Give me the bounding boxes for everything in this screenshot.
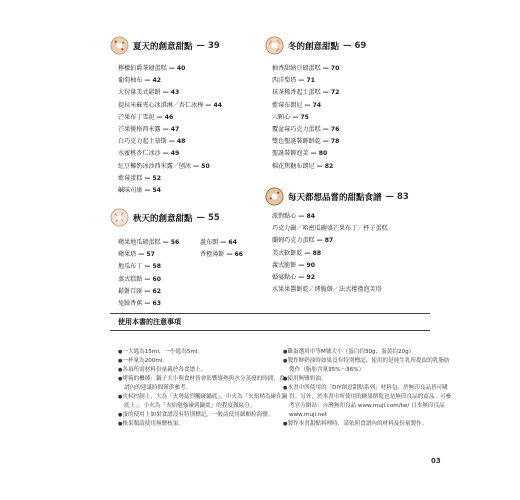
toc-entry [272,63,339,75]
toc-entry-label: 葡萄柚布 [118,77,143,85]
toc-entry-label: 水果果醬餅乾／烤脆餅／法式捲禮泡芙塔 [272,286,382,294]
toc-entry-label: 鹹味司康 [118,186,143,194]
toc-entry-page: — 88 [304,249,322,257]
note-item: ● 雞蛋選用中等M號大小（蛋白約30g，蛋黃約20g） [283,348,453,357]
toc-entry-page: — 84 [298,213,316,220]
toc-entry-label: 六顆心 [272,113,291,121]
autumn-toc-col2 [200,237,243,261]
toc-entry [272,235,388,247]
toc-entry-page: — 63 [144,299,162,307]
toc-entry-page: — 75 [292,113,309,121]
summer-section-title: 夏天的創意甜點 — 39 [110,36,220,55]
toc-entry [272,211,388,223]
toc-entry-label: 藍莓蛋糕 [118,174,143,182]
note-item: ● 一杯量為200ml。 [118,357,288,366]
notes-top-divider [110,313,430,314]
toc-entry-label: 柚香甜納豆磅蛋糕 [272,65,321,72]
toc-entry-label: 白巧克力起士慕斯 [118,138,167,146]
toc-entry [118,274,179,286]
toc-entry-label: 鬆餅百匯 [118,287,143,295]
notes-right-column [283,348,453,429]
toc-entry-page: — 50 [193,162,210,170]
note-item: ● 本書中所使用的「DIY創意甜點系列」材料包，於無印良品皆可購得。另外，於本書中所使用的糖果餅乾也是無印良品的商品。可參考官方網站：台灣無印良品 www.muji.com/tw/ 日本無印良品 www.muji.net [283,384,453,420]
toc-entry-page: — 76 [322,125,340,133]
toc-entry-label: 蒸式糕點 [118,275,143,283]
toc-entry-page: — 52 [144,174,162,182]
toc-entry [118,75,222,87]
toc-entry [272,148,339,160]
note-item: ● 各項所需材料份量載於各食譜上。 [118,366,288,375]
toc-entry [200,237,243,249]
notes-title: 使用本書的注意事項 [118,318,181,326]
toc-entry-page: — 60 [144,275,162,283]
autumn-section-title: 秋天的創意甜點 — 55 [110,208,220,227]
toc-entry [200,249,243,261]
toc-entry-label: 水蜜桃杏仁冰沙 [118,150,161,158]
note-item: ● 使用無鹽奶油。 [283,375,453,384]
toc-entry-page: — 82 [316,162,334,170]
toc-entry [118,100,222,112]
donut-icon [110,208,129,227]
autumn-toc-col1 [118,237,179,310]
toc-entry-label: 地瓜布丁 [118,263,143,271]
toc-entry [272,284,388,296]
toc-entry [118,148,222,160]
toc-entry [272,272,388,284]
toc-entry-page: — 62 [144,287,162,295]
winter-section-title: 冬的創意甜點 — 69 [265,36,366,55]
toc-entry-page: — 56 [162,239,180,246]
toc-entry-page: — 80 [310,150,328,158]
note-item: ● 一大匙為15ml，一小匙為5ml。 [118,348,288,357]
toc-entry-label: 蘋果塔 [118,251,137,259]
toc-entry-page: — 92 [298,273,316,281]
toc-entry-page: — 43 [162,89,180,97]
toc-entry [118,63,222,75]
toc-entry-label: 西洋梨塔 [272,77,297,85]
toc-entry [118,185,222,197]
toc-entry-page: — 42 [144,77,162,85]
toc-entry-label: 蘭姆巧克力蛋糕 [272,237,315,245]
toc-entry [272,87,339,99]
toc-entry-label: 派對點心 [272,213,297,220]
toc-entry-label: 聖誕裝飾泡芙 [272,150,309,158]
toc-entry-page: — 66 [226,251,244,259]
toc-entry [118,298,179,310]
toc-entry [272,161,339,173]
toc-entry [272,75,339,87]
donut-icon [265,36,284,55]
toc-entry [272,136,339,148]
summer-toc [118,63,222,197]
toc-entry [272,112,339,124]
toc-entry-label: 檸檬伯爵茶磅蛋糕 [118,65,167,72]
winter-toc [272,63,339,173]
toc-entry-page: — 71 [298,77,316,85]
page-number: 03 [431,457,441,465]
toc-entry-page: — 74 [304,101,322,109]
note-item: ● 製作本書甜點料理時，請依照食譜內的材料及份量製作。 [283,420,453,429]
note-item: ● 蛋的使用上如果食譜沒有特別標記，一般請使用細顆粒海鹽。 [118,411,288,420]
toc-entry [118,112,222,124]
toc-entry-page: — 54 [144,186,162,194]
toc-entry-label: 提拉米蘇夾心冰淇淋／杏仁冰棒 [118,101,204,109]
toc-entry-label: 芒果布丁雪泥 [118,113,155,121]
toc-entry-label: 棉花焦糖布朗尼 [272,162,315,170]
toc-entry-page: — 46 [156,113,174,121]
toc-entry-label: 兔臉香蕉 [118,299,143,307]
toc-entry [118,161,222,173]
toc-entry [272,100,339,112]
toc-entry-label: 香橙薄餅 [200,251,225,259]
toc-entry-label: 雙色聖誕裝飾餅乾 [272,138,321,146]
toc-entry [272,260,388,272]
everyday-section-title: 每天都想品嘗的甜點食譜 — 83 [265,187,409,206]
toc-entry-page: — 78 [322,138,340,146]
toc-entry-label: 大份量美式鬆餅 [118,89,161,97]
note-item: ● 火候控制上，大為「火勢猛烈觸碰鍋底」，中火為「火焰稍為碰在鍋底上」，小火為「火焰勉強碰到鍋底」的程度做區分。 [118,393,288,411]
toc-entry [272,223,388,235]
toc-entry [118,286,179,298]
toc-entry-page: — 58 [144,263,162,271]
toc-entry-page: — 64 [220,239,237,246]
toc-entry-label: 巧克力鍋／哈密瓜碗盛芒果布丁／杯子蛋糕 [272,225,388,233]
toc-entry-label: 蘆布朗 [200,239,219,246]
toc-entry-label: 義式脆餅 [272,261,297,269]
toc-entry-label: 抹茶稀香起士蛋糕 [272,89,321,97]
toc-entry [118,124,222,136]
toc-entry-page: — 47 [162,125,180,133]
note-item: ● 烤箱的機種：鍋子大小與食材皆會影響導熱與水分蒸發的時間，食譜內的建議時間僅供參考。 [118,375,288,393]
toc-entry-label: 婚宴點心 [272,273,297,281]
toc-entry-page: — 40 [168,65,186,72]
donut-icon [110,36,129,55]
toc-entry-page: — 57 [138,251,155,259]
toc-entry-page: — 70 [322,65,340,72]
toc-entry-page: — 48 [168,138,186,146]
toc-entry-page: — 90 [298,261,316,269]
note-item: ● 核果類請使用無鹽核果。 [118,420,288,429]
toc-entry-page: — 87 [316,237,334,245]
toc-entry-page: — 49 [162,150,180,158]
toc-entry [118,173,222,185]
toc-entry [118,87,222,99]
toc-entry-label: 蘋果地瓜磅蛋糕 [118,239,161,246]
toc-entry-label: 紅豆椰奶冰沙西米露／刨冰 [118,162,192,170]
toc-entry-page: — 44 [205,101,222,109]
toc-entry [272,124,339,136]
toc-entry-label: 覆盆莓巧克力蛋糕 [272,125,321,133]
toc-entry [118,136,222,148]
toc-entry-page: — 72 [322,89,340,97]
toc-entry [118,249,179,261]
donut-icon [265,187,284,206]
everyday-toc [272,211,388,296]
notes-left-column [118,348,288,429]
toc-entry [118,261,179,273]
note-item: ● 製作鮮奶油時如果沒有特別標記，使用的是純生乳所提取的乳脂肪製作（脂肪含量35%～36%） [283,357,453,375]
toc-entry-label: 美式軟餅乾 [272,249,303,257]
notes-title-divider [110,330,430,331]
toc-entry-label: 藍莓布朗尼 [272,101,303,109]
toc-entry [118,237,179,249]
toc-entry-label: 芒果優格西米露 [118,125,161,133]
toc-entry [272,248,388,260]
